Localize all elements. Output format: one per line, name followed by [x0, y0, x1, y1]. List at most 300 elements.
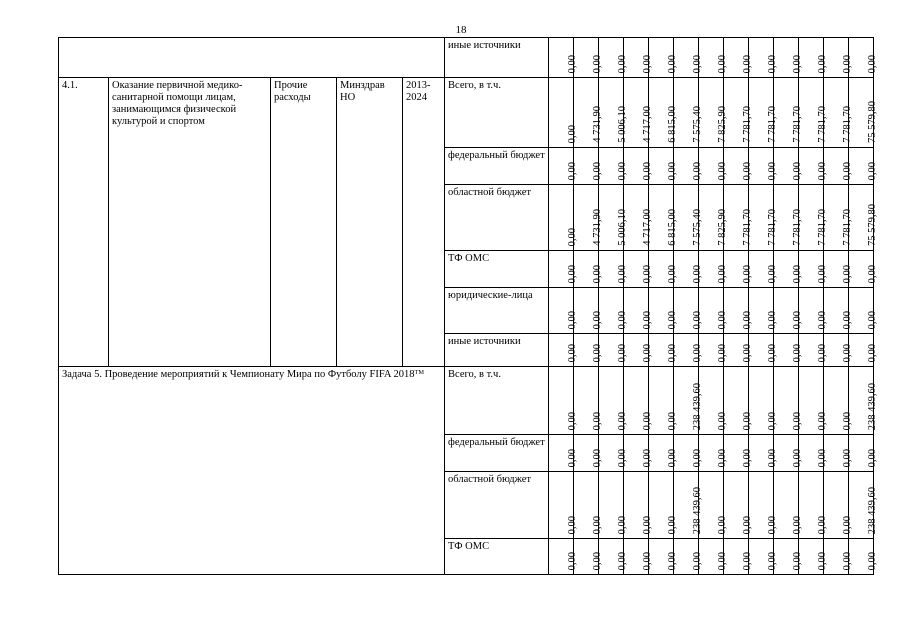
value-cell — [624, 185, 654, 251]
value-cell — [749, 334, 779, 367]
value-text: 0,00 — [617, 161, 629, 180]
value-cell — [849, 367, 879, 435]
value-text: 0,00 — [767, 551, 779, 570]
value-text: 4 731,90 — [592, 209, 604, 246]
value-text: 0,00 — [767, 343, 779, 362]
value-text: 0,00 — [742, 264, 754, 283]
value-cell — [749, 288, 779, 334]
value-text: 0,00 — [642, 264, 654, 283]
value-cell — [799, 334, 829, 367]
value-cell — [824, 334, 854, 367]
value-text: 0,00 — [592, 264, 604, 283]
value-text: 0,00 — [792, 310, 804, 329]
value-text: 0,00 — [817, 161, 829, 180]
value-text: 0,00 — [742, 343, 754, 362]
value-cell — [724, 38, 754, 78]
value-text: 0,00 — [792, 515, 804, 534]
value-cell — [599, 38, 629, 78]
value-text: 0,00 — [717, 448, 729, 467]
value-cell — [624, 78, 654, 148]
value-text: 7 781,70 — [817, 209, 829, 246]
value-cell — [799, 148, 829, 185]
value-cell — [624, 334, 654, 367]
value-cell — [574, 288, 604, 334]
funding-source: Всего, в т.ч. — [445, 78, 549, 148]
value-cell — [774, 435, 804, 472]
value-text: 0,00 — [692, 54, 704, 73]
value-cell — [699, 185, 729, 251]
value-text: 0,00 — [567, 264, 579, 283]
value-text: 0,00 — [792, 448, 804, 467]
value-text: 0,00 — [567, 54, 579, 73]
value-cell — [774, 472, 804, 539]
value-cell — [624, 539, 654, 575]
value-text: 0,00 — [867, 448, 879, 467]
value-text: 7 825,90 — [717, 209, 729, 246]
value-text: 7 781,70 — [767, 209, 779, 246]
value-text: 0,00 — [767, 161, 779, 180]
value-cell — [724, 539, 754, 575]
value-cell — [774, 38, 804, 78]
value-text: 0,00 — [617, 551, 629, 570]
value-text: 0,00 — [867, 54, 879, 73]
value-text: 0,00 — [817, 448, 829, 467]
value-cell — [624, 367, 654, 435]
value-cell — [599, 435, 629, 472]
value-text: 7 781,70 — [842, 209, 854, 246]
value-text: 0,00 — [742, 54, 754, 73]
value-cell — [799, 288, 829, 334]
value-text: 0,00 — [667, 264, 679, 283]
value-cell — [549, 251, 579, 288]
value-text: 0,00 — [592, 310, 604, 329]
value-text: 0,00 — [692, 264, 704, 283]
value-cell — [774, 78, 804, 148]
value-cell — [774, 185, 804, 251]
value-text: 238 439,60 — [867, 486, 879, 534]
value-cell — [849, 435, 879, 472]
value-cell — [699, 367, 729, 435]
period: 2013-2024 — [403, 78, 445, 367]
value-text: 0,00 — [717, 515, 729, 534]
value-text: 0,00 — [642, 411, 654, 430]
value-text: 0,00 — [742, 161, 754, 180]
value-cell — [799, 367, 829, 435]
value-text: 7 575,40 — [692, 209, 704, 246]
value-text: 0,00 — [692, 310, 704, 329]
value-text: 0,00 — [592, 448, 604, 467]
value-cell — [649, 435, 679, 472]
value-text: 0,00 — [717, 161, 729, 180]
value-cell — [774, 148, 804, 185]
value-cell — [749, 78, 779, 148]
value-text: 7 781,70 — [742, 209, 754, 246]
value-cell — [549, 472, 579, 539]
value-text: 0,00 — [792, 54, 804, 73]
value-text: 0,00 — [767, 515, 779, 534]
value-text: 0,00 — [642, 54, 654, 73]
funding-source: ТФ ОМС — [445, 539, 549, 575]
value-text: 0,00 — [692, 161, 704, 180]
value-text: 0,00 — [667, 343, 679, 362]
value-text: 0,00 — [742, 515, 754, 534]
value-text: 7 781,70 — [792, 106, 804, 143]
value-text: 0,00 — [842, 54, 854, 73]
funding-source: юридические-лица — [445, 288, 549, 334]
value-text: 0,00 — [792, 551, 804, 570]
value-cell — [674, 435, 704, 472]
value-text: 0,00 — [742, 310, 754, 329]
value-text: 0,00 — [867, 161, 879, 180]
value-cell — [849, 334, 879, 367]
value-cell — [549, 367, 579, 435]
value-text: 0,00 — [642, 448, 654, 467]
budget-table — [58, 37, 879, 575]
value-text: 0,00 — [667, 551, 679, 570]
value-cell — [649, 472, 679, 539]
value-cell — [824, 288, 854, 334]
value-cell — [574, 185, 604, 251]
value-cell — [649, 367, 679, 435]
value-text: 0,00 — [592, 411, 604, 430]
activity-number: 4.1. — [59, 78, 109, 367]
value-text: 5 006,10 — [617, 106, 629, 143]
value-cell — [724, 435, 754, 472]
value-text: 0,00 — [667, 411, 679, 430]
value-cell — [824, 435, 854, 472]
value-text: 0,00 — [567, 411, 579, 430]
table-row — [59, 367, 874, 435]
value-text: 0,00 — [767, 411, 779, 430]
funding-source: Всего, в т.ч. — [445, 367, 549, 435]
value-cell — [599, 185, 629, 251]
value-cell — [674, 472, 704, 539]
value-text: 0,00 — [717, 343, 729, 362]
value-cell — [824, 185, 854, 251]
funding-source: иные источники — [445, 38, 549, 78]
value-text: 0,00 — [817, 411, 829, 430]
value-text: 0,00 — [742, 448, 754, 467]
value-cell — [849, 78, 879, 148]
value-cell — [649, 334, 679, 367]
value-text: 0,00 — [817, 515, 829, 534]
value-cell — [699, 78, 729, 148]
value-text: 4 717,00 — [642, 106, 654, 143]
value-cell — [774, 539, 804, 575]
value-text: 75 579,80 — [867, 101, 879, 143]
value-cell — [724, 251, 754, 288]
value-cell — [699, 472, 729, 539]
value-cell — [699, 288, 729, 334]
empty-cell — [59, 38, 445, 78]
value-cell — [849, 472, 879, 539]
value-cell — [549, 539, 579, 575]
value-cell — [624, 435, 654, 472]
activity-name: Оказание первичной медико-санитарной помощи лицам, занимающимся физической культурой и спортом — [109, 78, 271, 367]
funding-source: областной бюджет — [445, 472, 549, 539]
value-cell — [574, 78, 604, 148]
value-cell — [849, 251, 879, 288]
value-text: 0,00 — [592, 54, 604, 73]
value-text: 0,00 — [567, 551, 579, 570]
value-text: 7 781,70 — [817, 106, 829, 143]
value-text: 0,00 — [617, 310, 629, 329]
value-cell — [799, 435, 829, 472]
value-cell — [799, 78, 829, 148]
value-cell — [649, 288, 679, 334]
value-cell — [599, 148, 629, 185]
value-text: 0,00 — [567, 124, 579, 143]
value-cell — [724, 148, 754, 185]
value-text: 0,00 — [642, 161, 654, 180]
value-cell — [724, 367, 754, 435]
value-text: 0,00 — [742, 411, 754, 430]
value-text: 0,00 — [817, 264, 829, 283]
value-text: 0,00 — [592, 551, 604, 570]
value-cell — [824, 539, 854, 575]
value-text: 0,00 — [842, 310, 854, 329]
value-cell — [849, 148, 879, 185]
value-cell — [699, 148, 729, 185]
value-text: 0,00 — [667, 515, 679, 534]
value-text: 0,00 — [692, 551, 704, 570]
value-text: 0,00 — [717, 551, 729, 570]
value-text: 0,00 — [592, 515, 604, 534]
value-text: 0,00 — [842, 161, 854, 180]
value-text: 0,00 — [617, 343, 629, 362]
value-cell — [599, 78, 629, 148]
value-cell — [699, 334, 729, 367]
value-text: 0,00 — [617, 411, 629, 430]
value-text: 0,00 — [767, 54, 779, 73]
value-cell — [774, 367, 804, 435]
value-text: 238 439,60 — [867, 382, 879, 430]
value-text: 0,00 — [667, 448, 679, 467]
value-text: 0,00 — [792, 411, 804, 430]
value-text: 0,00 — [842, 551, 854, 570]
value-cell — [549, 78, 579, 148]
value-text: 0,00 — [792, 161, 804, 180]
value-cell — [699, 251, 729, 288]
value-cell — [624, 472, 654, 539]
value-text: 0,00 — [767, 264, 779, 283]
value-text: 0,00 — [567, 343, 579, 362]
value-text: 0,00 — [717, 411, 729, 430]
value-cell — [699, 38, 729, 78]
value-text: 75 579,80 — [867, 204, 879, 246]
task-title: Задача 5. Проведение мероприятий к Чемпионату Мира по Футболу FIFA 2018ᵀᴹ — [59, 367, 445, 575]
value-cell — [574, 334, 604, 367]
value-cell — [649, 185, 679, 251]
value-cell — [674, 367, 704, 435]
value-text: 238 439,60 — [692, 382, 704, 430]
value-cell — [574, 148, 604, 185]
value-cell — [549, 288, 579, 334]
value-cell — [849, 185, 879, 251]
value-text: 0,00 — [567, 310, 579, 329]
value-text: 7 781,70 — [767, 106, 779, 143]
value-text: 0,00 — [642, 310, 654, 329]
value-cell — [599, 472, 629, 539]
value-text: 0,00 — [592, 343, 604, 362]
value-cell — [699, 539, 729, 575]
value-text: 0,00 — [792, 343, 804, 362]
value-text: 7 781,70 — [792, 209, 804, 246]
value-cell — [574, 251, 604, 288]
funding-source: ТФ ОМС — [445, 251, 549, 288]
value-cell — [799, 539, 829, 575]
value-text: 0,00 — [692, 448, 704, 467]
value-cell — [724, 78, 754, 148]
value-cell — [774, 334, 804, 367]
value-cell — [674, 251, 704, 288]
value-cell — [549, 38, 579, 78]
value-text: 0,00 — [867, 310, 879, 329]
value-cell — [674, 38, 704, 78]
value-text: 5 006,10 — [617, 209, 629, 246]
value-cell — [549, 185, 579, 251]
value-cell — [824, 78, 854, 148]
value-text: 6 815,00 — [667, 209, 679, 246]
value-cell — [799, 251, 829, 288]
value-cell — [749, 251, 779, 288]
value-text: 0,00 — [642, 515, 654, 534]
value-text: 0,00 — [567, 227, 579, 246]
value-cell — [649, 78, 679, 148]
value-cell — [674, 539, 704, 575]
value-text: 0,00 — [867, 551, 879, 570]
value-cell — [649, 148, 679, 185]
value-cell — [649, 539, 679, 575]
value-cell — [774, 251, 804, 288]
value-cell — [824, 38, 854, 78]
value-text: 0,00 — [717, 54, 729, 73]
value-cell — [624, 38, 654, 78]
value-text: 7 575,40 — [692, 106, 704, 143]
value-text: 0,00 — [817, 551, 829, 570]
value-text: 0,00 — [842, 264, 854, 283]
value-text: 0,00 — [567, 515, 579, 534]
value-text: 0,00 — [842, 411, 854, 430]
value-cell — [749, 367, 779, 435]
value-cell — [824, 148, 854, 185]
value-text: 0,00 — [592, 161, 604, 180]
value-text: 0,00 — [667, 310, 679, 329]
value-text: 6 815,00 — [667, 106, 679, 143]
page-number: 18 — [455, 24, 467, 36]
value-cell — [574, 435, 604, 472]
value-text: 4 731,90 — [592, 106, 604, 143]
value-cell — [749, 472, 779, 539]
value-cell — [549, 334, 579, 367]
value-text: 0,00 — [817, 343, 829, 362]
value-text: 0,00 — [667, 54, 679, 73]
value-text: 7 781,70 — [742, 106, 754, 143]
value-text: 7 781,70 — [842, 106, 854, 143]
table-row — [59, 78, 874, 148]
value-cell — [599, 288, 629, 334]
value-cell — [749, 185, 779, 251]
value-text: 0,00 — [642, 551, 654, 570]
value-cell — [774, 288, 804, 334]
value-cell — [624, 288, 654, 334]
value-cell — [749, 539, 779, 575]
expense-type: Прочие расходы — [271, 78, 337, 367]
value-cell — [824, 251, 854, 288]
value-text: 238 439,60 — [692, 486, 704, 534]
value-text: 0,00 — [767, 310, 779, 329]
value-text: 0,00 — [742, 551, 754, 570]
value-cell — [574, 539, 604, 575]
value-cell — [799, 472, 829, 539]
value-cell — [799, 185, 829, 251]
value-cell — [599, 367, 629, 435]
value-text: 0,00 — [617, 448, 629, 467]
value-cell — [674, 288, 704, 334]
value-cell — [624, 148, 654, 185]
funding-source: областной бюджет — [445, 185, 549, 251]
value-text: 7 825,90 — [717, 106, 729, 143]
value-cell — [749, 148, 779, 185]
value-text: 4 717,00 — [642, 209, 654, 246]
value-cell — [849, 38, 879, 78]
value-text: 0,00 — [617, 54, 629, 73]
value-text: 0,00 — [692, 343, 704, 362]
value-cell — [599, 539, 629, 575]
executor: Минздрав НО — [337, 78, 403, 367]
value-text: 0,00 — [717, 264, 729, 283]
value-cell — [824, 367, 854, 435]
funding-source: федеральный бюджет — [445, 435, 549, 472]
value-text: 0,00 — [792, 264, 804, 283]
table-row — [59, 38, 874, 78]
value-cell — [574, 367, 604, 435]
value-cell — [724, 334, 754, 367]
value-text: 0,00 — [667, 161, 679, 180]
value-cell — [724, 472, 754, 539]
value-text: 0,00 — [842, 448, 854, 467]
value-cell — [549, 148, 579, 185]
value-text: 0,00 — [617, 515, 629, 534]
value-cell — [674, 78, 704, 148]
value-text: 0,00 — [567, 448, 579, 467]
value-cell — [749, 435, 779, 472]
value-cell — [849, 288, 879, 334]
value-cell — [724, 288, 754, 334]
value-cell — [549, 435, 579, 472]
value-cell — [799, 38, 829, 78]
value-cell — [674, 334, 704, 367]
funding-source: иные источники — [445, 334, 549, 367]
value-text: 0,00 — [867, 343, 879, 362]
value-cell — [624, 251, 654, 288]
value-text: 0,00 — [842, 515, 854, 534]
value-cell — [724, 185, 754, 251]
value-text: 0,00 — [867, 264, 879, 283]
value-text: 0,00 — [842, 343, 854, 362]
value-text: 0,00 — [817, 310, 829, 329]
funding-source: федеральный бюджет — [445, 148, 549, 185]
value-cell — [649, 251, 679, 288]
value-cell — [849, 539, 879, 575]
value-cell — [599, 334, 629, 367]
value-text: 0,00 — [642, 343, 654, 362]
value-cell — [674, 185, 704, 251]
value-text: 0,00 — [817, 54, 829, 73]
value-cell — [699, 435, 729, 472]
value-cell — [749, 38, 779, 78]
value-cell — [599, 251, 629, 288]
